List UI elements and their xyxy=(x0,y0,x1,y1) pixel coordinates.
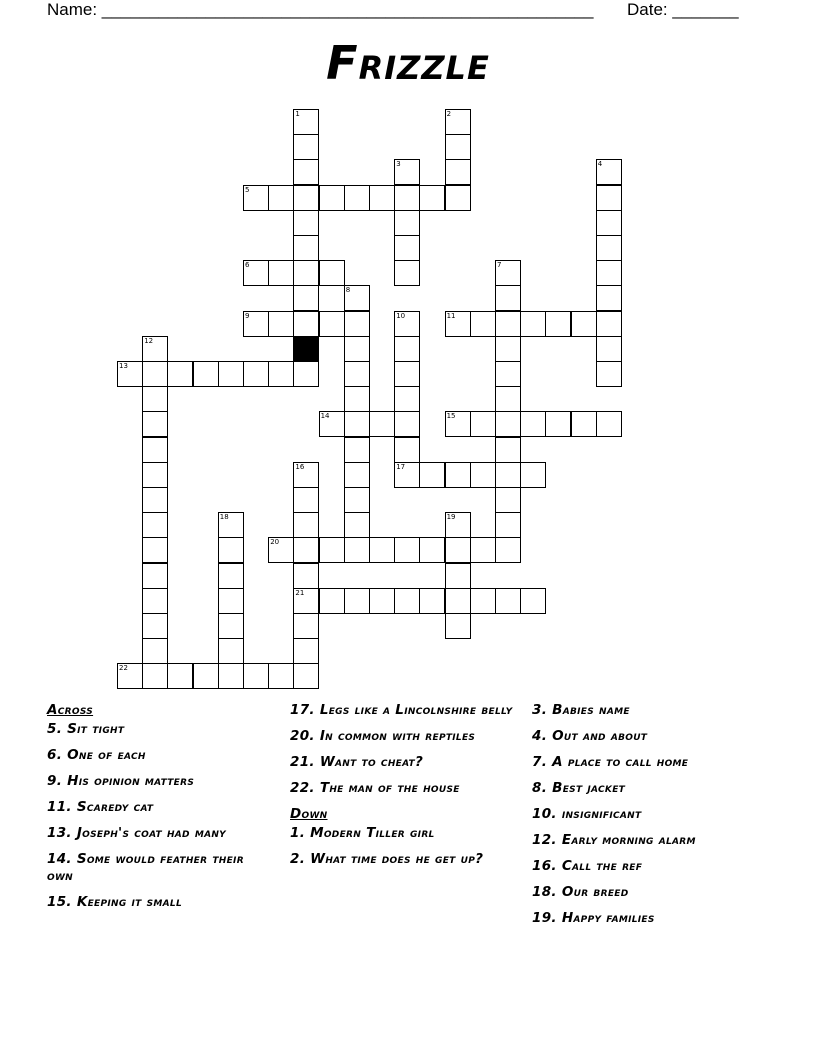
grid-cell[interactable] xyxy=(495,411,521,437)
grid-cell[interactable] xyxy=(495,336,521,362)
grid-cell[interactable] xyxy=(520,411,546,437)
clue-down-10: 10. insignificant xyxy=(532,806,642,822)
grid-cell[interactable] xyxy=(495,361,521,387)
grid-cell[interactable] xyxy=(596,235,622,261)
grid-cell[interactable] xyxy=(167,663,193,689)
clue-down-12: 12. Early morning alarm xyxy=(532,832,696,848)
grid-cell[interactable] xyxy=(445,159,471,185)
clue-across-21: 21. Want to cheat? xyxy=(290,754,424,770)
grid-cell[interactable] xyxy=(596,210,622,236)
clues-column-1 xyxy=(47,702,272,920)
grid-cell[interactable] xyxy=(218,563,244,589)
grid-cell[interactable] xyxy=(193,361,219,387)
clue-down-8: 8. Best jacket xyxy=(532,780,626,796)
grid-cell[interactable] xyxy=(293,159,319,185)
clue-number-16: 16 xyxy=(295,462,305,471)
grid-cell[interactable] xyxy=(243,361,269,387)
grid-cell[interactable] xyxy=(243,663,269,689)
grid-cell[interactable] xyxy=(268,663,294,689)
clue-number-13: 13 xyxy=(119,362,128,370)
grid-cell[interactable] xyxy=(319,537,345,563)
grid-cell[interactable] xyxy=(495,285,521,311)
across-heading: Across xyxy=(47,702,94,718)
grid-cell[interactable] xyxy=(445,462,471,488)
down-heading: Down xyxy=(290,806,328,822)
grid-cell[interactable] xyxy=(218,588,244,614)
grid-cell[interactable] xyxy=(470,462,496,488)
grid-cell[interactable] xyxy=(344,361,370,387)
grid-cell[interactable] xyxy=(520,311,546,337)
clue-number-7: 7 xyxy=(497,261,502,270)
grid-cell[interactable] xyxy=(344,437,370,463)
clue-number-4: 4 xyxy=(597,160,603,169)
grid-cell[interactable] xyxy=(142,361,168,387)
grid-cell[interactable] xyxy=(369,537,395,563)
clue-number-1: 1 xyxy=(295,110,300,118)
clue-number-6: 6 xyxy=(245,261,250,270)
grid-cell[interactable] xyxy=(293,487,319,513)
grid-cell[interactable] xyxy=(142,537,168,563)
clue-number-17: 17 xyxy=(396,462,406,471)
clue-number-22: 22 xyxy=(119,664,128,673)
clue-down-16: 16. Call the ref xyxy=(532,858,643,874)
grid-cell[interactable] xyxy=(142,437,168,463)
grid-cell[interactable] xyxy=(596,285,622,311)
grid-cell[interactable] xyxy=(445,563,471,589)
grid-cell[interactable] xyxy=(142,411,168,437)
grid-cell[interactable] xyxy=(268,311,294,337)
grid-cell[interactable] xyxy=(495,588,521,614)
clue-down-7: 7. A place to call home xyxy=(532,754,689,770)
clue-across-22: 22. The man of the house xyxy=(290,780,460,796)
grid-cell[interactable] xyxy=(293,361,319,387)
grid-cell[interactable] xyxy=(142,588,168,614)
grid-cell[interactable] xyxy=(167,361,193,387)
grid-cell[interactable] xyxy=(470,537,496,563)
grid-cell[interactable] xyxy=(344,512,370,538)
grid-cell[interactable] xyxy=(369,411,395,437)
grid-cell[interactable] xyxy=(344,487,370,513)
grid-cell[interactable] xyxy=(596,336,622,362)
grid-cell[interactable] xyxy=(596,361,622,387)
grid-cell[interactable] xyxy=(293,638,319,664)
grid-cell[interactable] xyxy=(344,386,370,412)
grid-cell[interactable] xyxy=(419,462,445,488)
clue-number-3: 3 xyxy=(396,160,401,169)
grid-cell[interactable] xyxy=(344,588,370,614)
clue-down-3: 3. Babies name xyxy=(532,702,630,718)
grid-cell[interactable] xyxy=(319,311,345,337)
grid-cell[interactable] xyxy=(545,411,571,437)
grid-cell[interactable] xyxy=(293,260,319,286)
grid-cell[interactable] xyxy=(344,311,370,337)
grid-cell[interactable] xyxy=(394,260,420,286)
grid-cell[interactable] xyxy=(193,663,219,689)
grid-cell[interactable] xyxy=(319,260,345,286)
grid-cell[interactable] xyxy=(293,563,319,589)
grid-cell[interactable] xyxy=(142,563,168,589)
grid-cell[interactable] xyxy=(218,613,244,639)
clue-number-21: 21 xyxy=(295,588,305,597)
clue-number-15: 15 xyxy=(446,412,456,421)
clue-across-11: 11. Scaredy cat xyxy=(47,799,154,815)
grid-cell[interactable] xyxy=(445,537,471,563)
grid-cell[interactable] xyxy=(369,185,395,211)
grid-cell[interactable] xyxy=(495,386,521,412)
grid-cell[interactable] xyxy=(394,411,420,437)
grid-cell[interactable] xyxy=(419,537,445,563)
grid-cell[interactable] xyxy=(344,185,370,211)
grid-cell[interactable] xyxy=(142,663,168,689)
grid-cell[interactable] xyxy=(268,361,294,387)
grid-cell[interactable] xyxy=(293,537,319,563)
grid-cell[interactable] xyxy=(319,588,345,614)
grid-cell[interactable] xyxy=(344,537,370,563)
grid-cell[interactable] xyxy=(293,210,319,236)
clue-down-19: 19. Happy families xyxy=(532,910,655,926)
clues-column-2 xyxy=(290,702,515,877)
grid-cell[interactable] xyxy=(142,462,168,488)
grid-cell[interactable] xyxy=(394,210,420,236)
clue-down-4: 4. Out and about xyxy=(532,728,648,744)
clue-across-6: 6. One of each xyxy=(47,747,146,763)
grid-cell[interactable] xyxy=(394,235,420,261)
grid-cell[interactable] xyxy=(293,613,319,639)
grid-cell[interactable] xyxy=(445,185,471,211)
clue-down-2: 2. What time does he get up? xyxy=(290,851,484,867)
grid-cell[interactable] xyxy=(495,487,521,513)
clue-across-20: 20. In common with reptiles xyxy=(290,728,476,744)
grid-cell[interactable] xyxy=(571,311,597,337)
grid-cell[interactable] xyxy=(142,613,168,639)
grid-cell[interactable] xyxy=(218,663,244,689)
grid-cell[interactable] xyxy=(394,437,420,463)
grid-cell[interactable] xyxy=(445,613,471,639)
grid-cell[interactable] xyxy=(344,462,370,488)
grid-cell[interactable] xyxy=(344,411,370,437)
grid-cell[interactable] xyxy=(470,588,496,614)
clue-number-20: 20 xyxy=(270,538,280,547)
clue-number-19: 19 xyxy=(446,513,456,522)
grid-cell[interactable] xyxy=(470,311,496,337)
grid-cell[interactable] xyxy=(218,537,244,563)
grid-cell[interactable] xyxy=(142,638,168,664)
grid-cell[interactable] xyxy=(394,185,420,211)
grid-cell[interactable] xyxy=(445,134,471,160)
grid-cell[interactable] xyxy=(218,361,244,387)
grid-cell[interactable] xyxy=(369,588,395,614)
grid-cell[interactable] xyxy=(142,487,168,513)
clue-number-2: 2 xyxy=(446,110,452,118)
grid-cell[interactable] xyxy=(596,411,622,437)
grid-cell[interactable] xyxy=(344,336,370,362)
clue-across-9: 9. His opinion matters xyxy=(47,773,195,789)
grid-cell[interactable] xyxy=(268,185,294,211)
clues-column-3 xyxy=(532,702,757,936)
grid-cell[interactable] xyxy=(495,462,521,488)
clue-down-18: 18. Our breed xyxy=(532,884,629,900)
grid-cell[interactable] xyxy=(218,638,244,664)
clue-number-9: 9 xyxy=(245,311,250,320)
grid-cell[interactable] xyxy=(293,235,319,261)
grid-cell[interactable] xyxy=(596,185,622,211)
black-square xyxy=(293,336,319,362)
grid-cell[interactable] xyxy=(571,411,597,437)
grid-cell[interactable] xyxy=(495,512,521,538)
grid-cell[interactable] xyxy=(293,185,319,211)
clue-across-13: 13. Joseph's coat had many xyxy=(47,825,226,841)
grid-cell[interactable] xyxy=(394,336,420,362)
clue-number-12: 12 xyxy=(144,336,154,345)
name-field-label: Name: ____________________________________________________ xyxy=(47,0,594,19)
grid-cell[interactable] xyxy=(142,512,168,538)
clue-number-8: 8 xyxy=(345,286,351,295)
clue-across-14: 14. Some would feather their own xyxy=(47,851,244,884)
grid-cell[interactable] xyxy=(293,663,319,689)
grid-cell[interactable] xyxy=(445,588,471,614)
date-field-label: Date: _______ xyxy=(627,0,739,19)
grid-cell[interactable] xyxy=(470,411,496,437)
clue-down-1: 1. Modern Tiller girl xyxy=(290,825,435,841)
clue-across-15: 15. Keeping it small xyxy=(47,894,182,910)
grid-cell[interactable] xyxy=(293,134,319,160)
grid-cell[interactable] xyxy=(394,588,420,614)
grid-cell[interactable] xyxy=(495,311,521,337)
grid-cell[interactable] xyxy=(293,311,319,337)
grid-cell[interactable] xyxy=(268,260,294,286)
grid-cell[interactable] xyxy=(520,588,546,614)
grid-cell[interactable] xyxy=(319,185,345,211)
grid-cell[interactable] xyxy=(394,361,420,387)
clue-number-5: 5 xyxy=(245,185,250,194)
clue-across-17: 17. Legs like a Lincolnshire belly xyxy=(290,702,513,718)
clue-number-11: 11 xyxy=(446,311,456,320)
grid-cell[interactable] xyxy=(520,462,546,488)
grid-cell[interactable] xyxy=(495,537,521,563)
grid-cell[interactable] xyxy=(495,437,521,463)
grid-cell[interactable] xyxy=(142,386,168,412)
clue-number-10: 10 xyxy=(396,311,406,320)
clue-number-14: 14 xyxy=(320,412,330,421)
clue-number-18: 18 xyxy=(219,513,229,522)
grid-cell[interactable] xyxy=(293,512,319,538)
grid-cell[interactable] xyxy=(545,311,571,337)
grid-cell[interactable] xyxy=(394,537,420,563)
grid-cell[interactable] xyxy=(596,260,622,286)
grid-cell[interactable] xyxy=(419,588,445,614)
grid-cell[interactable] xyxy=(394,386,420,412)
grid-cell[interactable] xyxy=(419,185,445,211)
page-title: Frizzle xyxy=(326,36,490,90)
clue-across-5: 5. Sit tight xyxy=(47,721,125,737)
grid-cell[interactable] xyxy=(596,311,622,337)
grid-cell[interactable] xyxy=(293,285,319,311)
